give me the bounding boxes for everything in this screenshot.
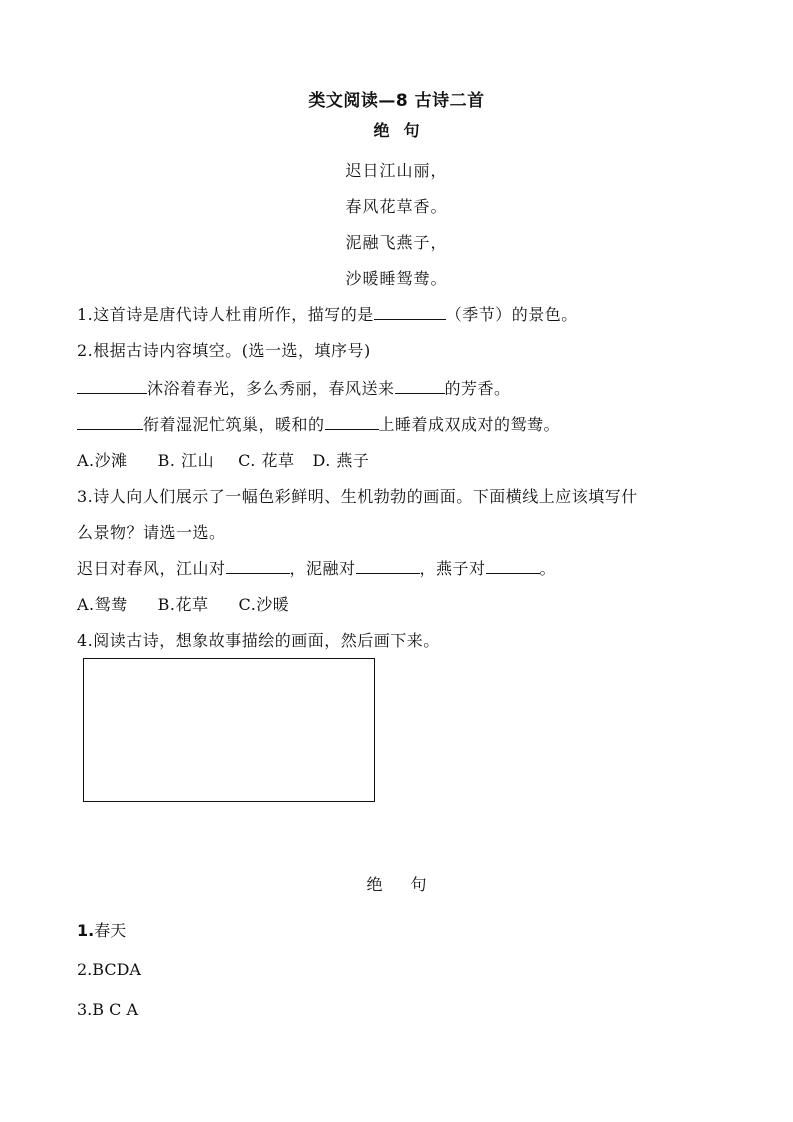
question-3-fill <box>77 556 556 579</box>
question-3-options <box>77 592 305 615</box>
q3-fill-b: ，泥融对 <box>289 559 356 578</box>
question-2-line-2 <box>77 412 560 435</box>
q3-fill-c: ，燕子对 <box>419 559 486 578</box>
q1-prefix: 1.这首诗是唐代诗人杜甫所作，描写的是 <box>77 305 374 324</box>
q3-option-b: B.花草 <box>157 595 209 614</box>
q2-option-c: C. 花草 <box>238 451 295 470</box>
poem-line-4: 沙暖睡鸳鸯。 <box>345 269 448 288</box>
q2-line2-end: 上睡着成双成对的鸳鸯。 <box>378 415 561 434</box>
q3-fill-a: 迟日对春风，江山对 <box>77 559 226 578</box>
question-3-prompt-1: 3.诗人向人们展示了一幅色彩鲜明、生机勃勃的画面。下面横线上应该填写什 <box>77 487 638 506</box>
answers-title: 绝句 <box>366 875 455 894</box>
answer-1-number: 1. <box>77 921 95 940</box>
q2-blank-2[interactable] <box>395 379 445 394</box>
question-1 <box>77 302 578 325</box>
q1-suffix: （季节）的景色。 <box>445 305 578 324</box>
drawing-box[interactable] <box>83 658 375 802</box>
q2-option-b: B. 江山 <box>157 451 215 470</box>
q2-line2-mid: 衔着湿泥忙筑巢，暖和的 <box>143 415 325 434</box>
q3-blank-1[interactable] <box>226 559 290 574</box>
page-title: 类文阅读—8 古诗二首 <box>308 91 485 111</box>
q2-blank-1[interactable] <box>77 379 147 394</box>
q2-line1-end: 的芳香。 <box>444 379 511 398</box>
question-3-prompt-2: 么景物？请选一选。 <box>77 523 226 542</box>
question-2-prompt: 2.根据古诗内容填空。(选一选，填序号) <box>77 341 371 360</box>
q1-blank[interactable] <box>374 305 446 320</box>
q2-option-d: D. 燕子 <box>312 451 370 470</box>
q3-option-c: C.沙暖 <box>238 595 290 614</box>
poem-line-3: 泥融飞燕子， <box>345 233 448 252</box>
question-4-prompt: 4.阅读古诗，想象故事描绘的画面，然后画下来。 <box>77 631 440 650</box>
q2-line1-mid: 沐浴着春光，多么秀丽，春风送来 <box>147 379 395 398</box>
answer-2: 2.BCDA <box>77 960 141 979</box>
q3-fill-d: 。 <box>539 559 557 578</box>
q2-option-a: A.沙滩 <box>77 451 128 470</box>
question-2-line-1 <box>77 376 511 399</box>
answer-1-text: 春天 <box>94 921 127 940</box>
poem-line-2: 春风花草香。 <box>345 197 448 216</box>
q2-blank-4[interactable] <box>325 415 379 430</box>
q3-blank-2[interactable] <box>356 559 420 574</box>
q3-blank-3[interactable] <box>486 559 540 574</box>
poem-title: 绝句 <box>373 121 434 140</box>
answer-3: 3.B C A <box>77 1000 138 1019</box>
poem-line-1: 迟日江山丽， <box>345 161 448 180</box>
answer-1 <box>77 918 126 941</box>
q2-blank-3[interactable] <box>77 415 143 430</box>
question-2-options <box>77 448 385 471</box>
q3-option-a: A.鸳鸯 <box>77 595 128 614</box>
